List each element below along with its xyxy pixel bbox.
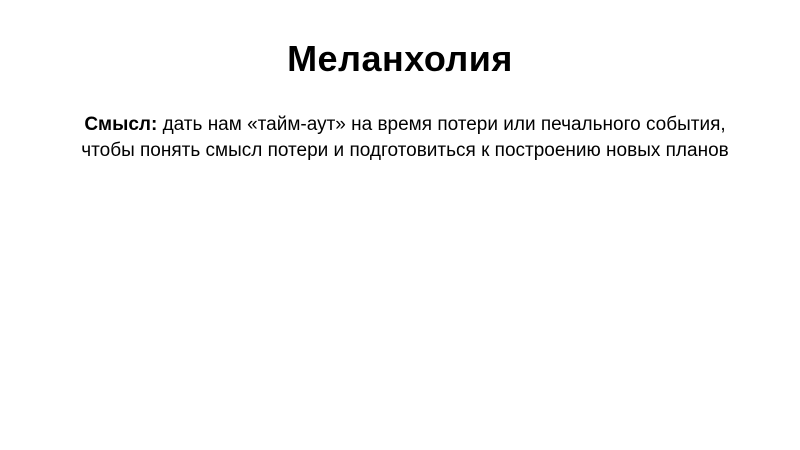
meaning-paragraph <box>60 112 750 164</box>
meaning-text: дать нам «тайм-аут» на время потери или печального события, чтобы понять смысл потери и подготовиться к построению новых планов <box>81 114 729 161</box>
meaning-label: Смысл: <box>84 114 158 135</box>
slide-title: Меланхолия <box>287 38 513 79</box>
